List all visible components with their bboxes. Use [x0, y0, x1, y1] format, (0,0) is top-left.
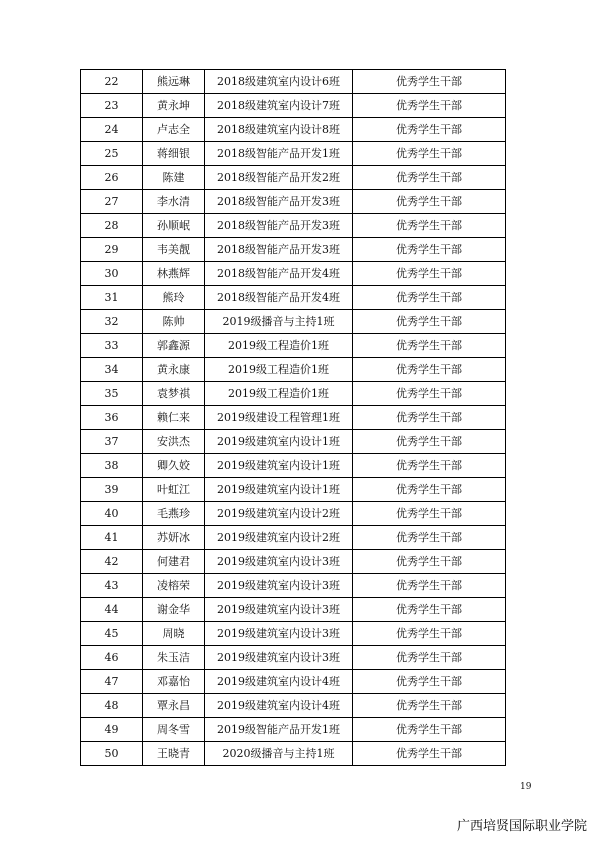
cell-class: 2018级智能产品开发3班	[205, 190, 353, 214]
cell-student-name: 卢志全	[143, 118, 205, 142]
cell-class: 2019级播音与主持1班	[205, 310, 353, 334]
table-row	[81, 742, 506, 766]
cell-number: 33	[81, 334, 143, 358]
cell-student-name: 周晓	[143, 622, 205, 646]
cell-student-name: 凌榕荣	[143, 574, 205, 598]
table-row	[81, 646, 506, 670]
cell-class: 2019级工程造价1班	[205, 358, 353, 382]
cell-student-name: 何建君	[143, 550, 205, 574]
cell-student-name: 熊远琳	[143, 70, 205, 94]
cell-award: 优秀学生干部	[353, 142, 506, 166]
table-row	[81, 526, 506, 550]
cell-student-name: 邓嘉怡	[143, 670, 205, 694]
table-row	[81, 286, 506, 310]
table-row	[81, 70, 506, 94]
cell-student-name: 毛燕珍	[143, 502, 205, 526]
cell-award: 优秀学生干部	[353, 310, 506, 334]
cell-award: 优秀学生干部	[353, 574, 506, 598]
cell-award: 优秀学生干部	[353, 430, 506, 454]
cell-class: 2019级建筑室内设计3班	[205, 550, 353, 574]
cell-student-name: 韦美靓	[143, 238, 205, 262]
cell-number: 32	[81, 310, 143, 334]
cell-student-name: 苏妍冰	[143, 526, 205, 550]
cell-award: 优秀学生干部	[353, 94, 506, 118]
cell-number: 45	[81, 622, 143, 646]
honor-list-table	[80, 69, 506, 766]
cell-award: 优秀学生干部	[353, 502, 506, 526]
cell-award: 优秀学生干部	[353, 262, 506, 286]
cell-award: 优秀学生干部	[353, 334, 506, 358]
cell-student-name: 孙顺岷	[143, 214, 205, 238]
cell-award: 优秀学生干部	[353, 190, 506, 214]
cell-class: 2018级建筑室内设计8班	[205, 118, 353, 142]
cell-award: 优秀学生干部	[353, 358, 506, 382]
cell-award: 优秀学生干部	[353, 286, 506, 310]
cell-award: 优秀学生干部	[353, 622, 506, 646]
cell-student-name: 陈建	[143, 166, 205, 190]
cell-number: 46	[81, 646, 143, 670]
cell-student-name: 周冬雪	[143, 718, 205, 742]
cell-award: 优秀学生干部	[353, 238, 506, 262]
cell-number: 40	[81, 502, 143, 526]
cell-student-name: 陈帅	[143, 310, 205, 334]
cell-class: 2019级建筑室内设计3班	[205, 646, 353, 670]
cell-class: 2020级播音与主持1班	[205, 742, 353, 766]
table-row	[81, 430, 506, 454]
cell-student-name: 袁梦祺	[143, 382, 205, 406]
cell-student-name: 叶虹江	[143, 478, 205, 502]
cell-student-name: 卿久姣	[143, 454, 205, 478]
cell-number: 24	[81, 118, 143, 142]
table-row	[81, 262, 506, 286]
cell-award: 优秀学生干部	[353, 118, 506, 142]
table-row	[81, 382, 506, 406]
cell-class: 2019级建筑室内设计1班	[205, 430, 353, 454]
cell-class: 2018级智能产品开发2班	[205, 166, 353, 190]
cell-number: 47	[81, 670, 143, 694]
cell-student-name: 谢金华	[143, 598, 205, 622]
cell-award: 优秀学生干部	[353, 670, 506, 694]
cell-award: 优秀学生干部	[353, 382, 506, 406]
cell-class: 2019级工程造价1班	[205, 382, 353, 406]
cell-number: 23	[81, 94, 143, 118]
cell-award: 优秀学生干部	[353, 598, 506, 622]
cell-award: 优秀学生干部	[353, 70, 506, 94]
cell-student-name: 覃永昌	[143, 694, 205, 718]
table-row	[81, 166, 506, 190]
cell-number: 39	[81, 478, 143, 502]
cell-number: 22	[81, 70, 143, 94]
cell-number: 30	[81, 262, 143, 286]
cell-number: 27	[81, 190, 143, 214]
table-row	[81, 622, 506, 646]
cell-award: 优秀学生干部	[353, 550, 506, 574]
cell-number: 38	[81, 454, 143, 478]
cell-award: 优秀学生干部	[353, 406, 506, 430]
cell-student-name: 林燕辉	[143, 262, 205, 286]
cell-class: 2018级智能产品开发1班	[205, 142, 353, 166]
cell-student-name: 李水清	[143, 190, 205, 214]
cell-class: 2019级建筑室内设计1班	[205, 454, 353, 478]
table-row	[81, 502, 506, 526]
table-row	[81, 334, 506, 358]
table-row	[81, 142, 506, 166]
cell-award: 优秀学生干部	[353, 454, 506, 478]
cell-award: 优秀学生干部	[353, 742, 506, 766]
table-row	[81, 478, 506, 502]
table-row	[81, 694, 506, 718]
cell-number: 34	[81, 358, 143, 382]
cell-award: 优秀学生干部	[353, 478, 506, 502]
cell-student-name: 蒋细银	[143, 142, 205, 166]
table-row	[81, 358, 506, 382]
cell-number: 49	[81, 718, 143, 742]
cell-class: 2018级智能产品开发3班	[205, 238, 353, 262]
cell-class: 2018级建筑室内设计7班	[205, 94, 353, 118]
cell-number: 25	[81, 142, 143, 166]
cell-class: 2019级建筑室内设计4班	[205, 694, 353, 718]
cell-student-name: 赖仁来	[143, 406, 205, 430]
cell-award: 优秀学生干部	[353, 694, 506, 718]
table-row	[81, 574, 506, 598]
cell-award: 优秀学生干部	[353, 166, 506, 190]
table-row	[81, 214, 506, 238]
cell-class: 2019级建筑室内设计2班	[205, 502, 353, 526]
cell-number: 29	[81, 238, 143, 262]
cell-student-name: 朱玉洁	[143, 646, 205, 670]
cell-student-name: 王晓青	[143, 742, 205, 766]
cell-class: 2019级建筑室内设计1班	[205, 478, 353, 502]
table-row	[81, 598, 506, 622]
table-row	[81, 454, 506, 478]
table-row	[81, 190, 506, 214]
cell-number: 36	[81, 406, 143, 430]
cell-class: 2019级工程造价1班	[205, 334, 353, 358]
cell-number: 48	[81, 694, 143, 718]
cell-number: 43	[81, 574, 143, 598]
cell-number: 37	[81, 430, 143, 454]
cell-student-name: 安洪杰	[143, 430, 205, 454]
cell-award: 优秀学生干部	[353, 526, 506, 550]
cell-class: 2019级建筑室内设计3班	[205, 622, 353, 646]
table-row	[81, 670, 506, 694]
cell-number: 50	[81, 742, 143, 766]
table-row	[81, 406, 506, 430]
cell-student-name: 黄永坤	[143, 94, 205, 118]
cell-number: 31	[81, 286, 143, 310]
table-row	[81, 718, 506, 742]
cell-class: 2019级建筑室内设计4班	[205, 670, 353, 694]
cell-number: 44	[81, 598, 143, 622]
cell-class: 2019级建筑室内设计3班	[205, 598, 353, 622]
cell-class: 2019级智能产品开发1班	[205, 718, 353, 742]
cell-award: 优秀学生干部	[353, 718, 506, 742]
footer-institution-name: 广西培贤国际职业学院	[456, 819, 587, 834]
table-row	[81, 118, 506, 142]
table-row	[81, 550, 506, 574]
cell-number: 42	[81, 550, 143, 574]
cell-student-name: 郭鑫源	[143, 334, 205, 358]
cell-number: 35	[81, 382, 143, 406]
cell-class: 2019级建设工程管理1班	[205, 406, 353, 430]
honor-list-body	[81, 70, 506, 766]
table-row	[81, 238, 506, 262]
cell-award: 优秀学生干部	[353, 214, 506, 238]
cell-class: 2018级建筑室内设计6班	[205, 70, 353, 94]
cell-class: 2018级智能产品开发3班	[205, 214, 353, 238]
cell-class: 2019级建筑室内设计2班	[205, 526, 353, 550]
table-row	[81, 94, 506, 118]
cell-number: 26	[81, 166, 143, 190]
cell-number: 28	[81, 214, 143, 238]
cell-class: 2019级建筑室内设计3班	[205, 574, 353, 598]
cell-class: 2018级智能产品开发4班	[205, 262, 353, 286]
page-number: 19	[520, 782, 532, 792]
cell-student-name: 黄永康	[143, 358, 205, 382]
cell-number: 41	[81, 526, 143, 550]
cell-award: 优秀学生干部	[353, 646, 506, 670]
cell-student-name: 熊玲	[143, 286, 205, 310]
table-row	[81, 310, 506, 334]
cell-class: 2018级智能产品开发4班	[205, 286, 353, 310]
